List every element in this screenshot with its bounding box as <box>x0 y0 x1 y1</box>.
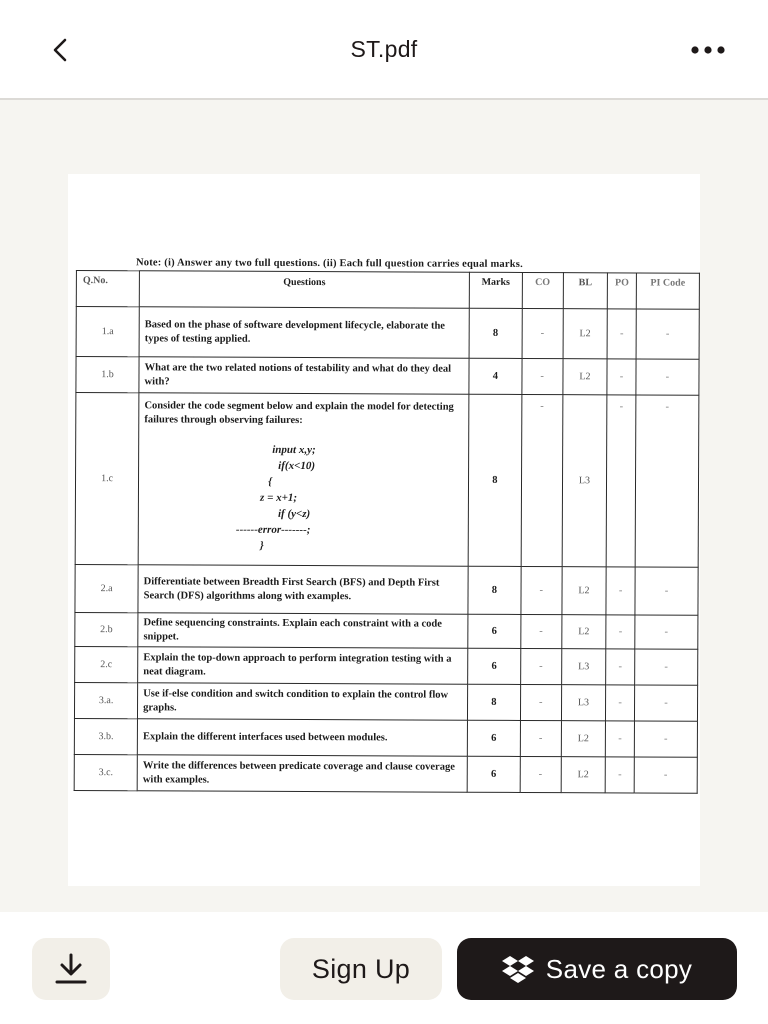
question-number: 2.b <box>75 612 138 646</box>
pi-cell: - <box>635 567 698 615</box>
bl-cell: L2 <box>561 757 606 793</box>
code-line: z = x+1; <box>260 491 298 504</box>
question-number: 3.b. <box>74 718 137 754</box>
column-header: CO <box>522 272 563 308</box>
marks-cell: 6 <box>467 756 520 792</box>
co-cell: - <box>521 614 562 648</box>
co-cell: - <box>520 756 561 792</box>
po-cell: - <box>606 567 635 615</box>
po-cell: - <box>606 757 635 793</box>
table-row <box>75 564 698 615</box>
question-number: 3.a. <box>74 682 137 718</box>
table-row <box>74 754 697 793</box>
question-text: Explain the top-down approach to perform integration testing with a neat diagram. <box>138 647 468 684</box>
co-cell: - <box>521 394 562 566</box>
more-options-button[interactable] <box>684 30 732 70</box>
code-snippet <box>144 441 463 554</box>
bl-cell: L2 <box>562 567 607 615</box>
bl-cell: L2 <box>561 615 606 649</box>
bl-cell: L3 <box>561 685 606 721</box>
pi-cell: - <box>635 615 698 649</box>
column-header: PI Code <box>636 273 699 309</box>
code-line: { <box>268 475 272 488</box>
marks-cell: 6 <box>467 720 520 756</box>
po-cell: - <box>606 395 635 567</box>
download-button[interactable] <box>32 938 110 1000</box>
question-number: 1.a <box>76 307 139 357</box>
co-cell: - <box>520 684 561 720</box>
save-copy-label: Save a copy <box>545 953 693 984</box>
bl-cell: L2 <box>562 359 607 395</box>
co-cell: - <box>522 358 563 394</box>
column-header: BL <box>563 273 608 309</box>
bl-cell: L3 <box>561 649 606 685</box>
pi-cell: - <box>634 649 697 685</box>
table-row <box>75 646 698 685</box>
pi-cell: - <box>635 395 699 567</box>
marks-cell: 8 <box>468 566 521 614</box>
more-horizontal-icon <box>690 45 726 55</box>
code-line: } <box>259 539 264 552</box>
question-number: 3.c. <box>74 754 137 790</box>
table-row <box>74 682 697 721</box>
question-text: What are the two related notions of testability and what do they deal with? <box>139 357 469 394</box>
marks-cell: 8 <box>468 394 522 566</box>
marks-cell: 6 <box>468 648 521 684</box>
po-cell: - <box>606 615 635 649</box>
question-text: Based on the phase of software development lifecycle, elaborate the types of testing applied. <box>139 307 469 358</box>
question-number: 2.a <box>75 564 138 612</box>
pi-cell: - <box>634 721 697 757</box>
code-line: if (y<z) <box>277 507 311 521</box>
bottom-toolbar <box>0 912 768 1024</box>
marks-cell: 6 <box>468 614 521 648</box>
column-header: Questions <box>139 271 469 308</box>
table-row <box>75 393 699 568</box>
column-header: Q.No. <box>76 271 139 307</box>
questions-table <box>74 270 700 794</box>
bl-cell: L2 <box>561 721 606 757</box>
po-cell: - <box>606 721 635 757</box>
question-text: Differentiate between Breadth First Search (BFS) and Depth First Search (DFS) algorithms along with examples. <box>138 565 468 614</box>
question-number: 1.c <box>75 393 139 565</box>
document-viewer[interactable] <box>0 102 768 912</box>
marks-cell: 4 <box>469 358 522 394</box>
top-bar <box>0 0 768 100</box>
pi-cell: - <box>634 685 697 721</box>
dropbox-icon <box>502 955 534 983</box>
pi-cell: - <box>634 757 697 793</box>
co-cell: - <box>520 648 561 684</box>
code-line: input x,y; <box>272 443 316 457</box>
po-cell: - <box>607 309 636 359</box>
co-cell: - <box>522 308 563 358</box>
bl-cell: L3 <box>562 395 608 567</box>
table-row <box>76 357 699 396</box>
pi-cell: - <box>636 359 699 395</box>
code-line: ------error-------; <box>235 523 311 537</box>
po-cell: - <box>607 359 636 395</box>
po-cell: - <box>606 649 635 685</box>
table-row <box>76 307 699 360</box>
bl-cell: L2 <box>563 309 608 359</box>
question-paper <box>74 256 700 794</box>
column-header: Marks <box>469 272 522 308</box>
code-line: if(x<10) <box>278 459 316 473</box>
download-icon <box>53 952 89 986</box>
question-text: Define sequencing constraints. Explain each constraint with a code snippet. <box>138 613 468 648</box>
question-cell <box>138 393 469 566</box>
pi-cell: - <box>636 309 699 359</box>
question-text: Write the differences between predicate coverage and clause coverage with examples. <box>137 755 467 792</box>
marks-cell: 8 <box>467 684 520 720</box>
instructions-note: Note: (i) Answer any two full questions. (ii) Each full question carries equal marks. <box>135 257 523 270</box>
co-cell: - <box>521 566 562 614</box>
pdf-page <box>68 174 700 886</box>
file-title: ST.pdf <box>350 36 418 62</box>
column-header: PO <box>608 273 637 309</box>
table-row <box>74 718 697 757</box>
question-number: 1.b <box>76 357 139 393</box>
save-copy-button[interactable] <box>457 938 737 1000</box>
marks-cell: 8 <box>469 308 522 358</box>
question-text: Use if-else condition and switch condition to explain the control flow graphs. <box>138 683 468 720</box>
table-row <box>75 612 698 649</box>
co-cell: - <box>520 720 561 756</box>
question-text: Explain the different interfaces used between modules. <box>137 719 467 756</box>
question-text: Consider the code segment below and explain the model for detecting failures through observing failures: <box>144 400 454 426</box>
sign-up-button[interactable]: Sign Up <box>280 938 442 1000</box>
question-number: 2.c <box>75 646 138 682</box>
table-header-row <box>76 271 699 310</box>
po-cell: - <box>606 685 635 721</box>
